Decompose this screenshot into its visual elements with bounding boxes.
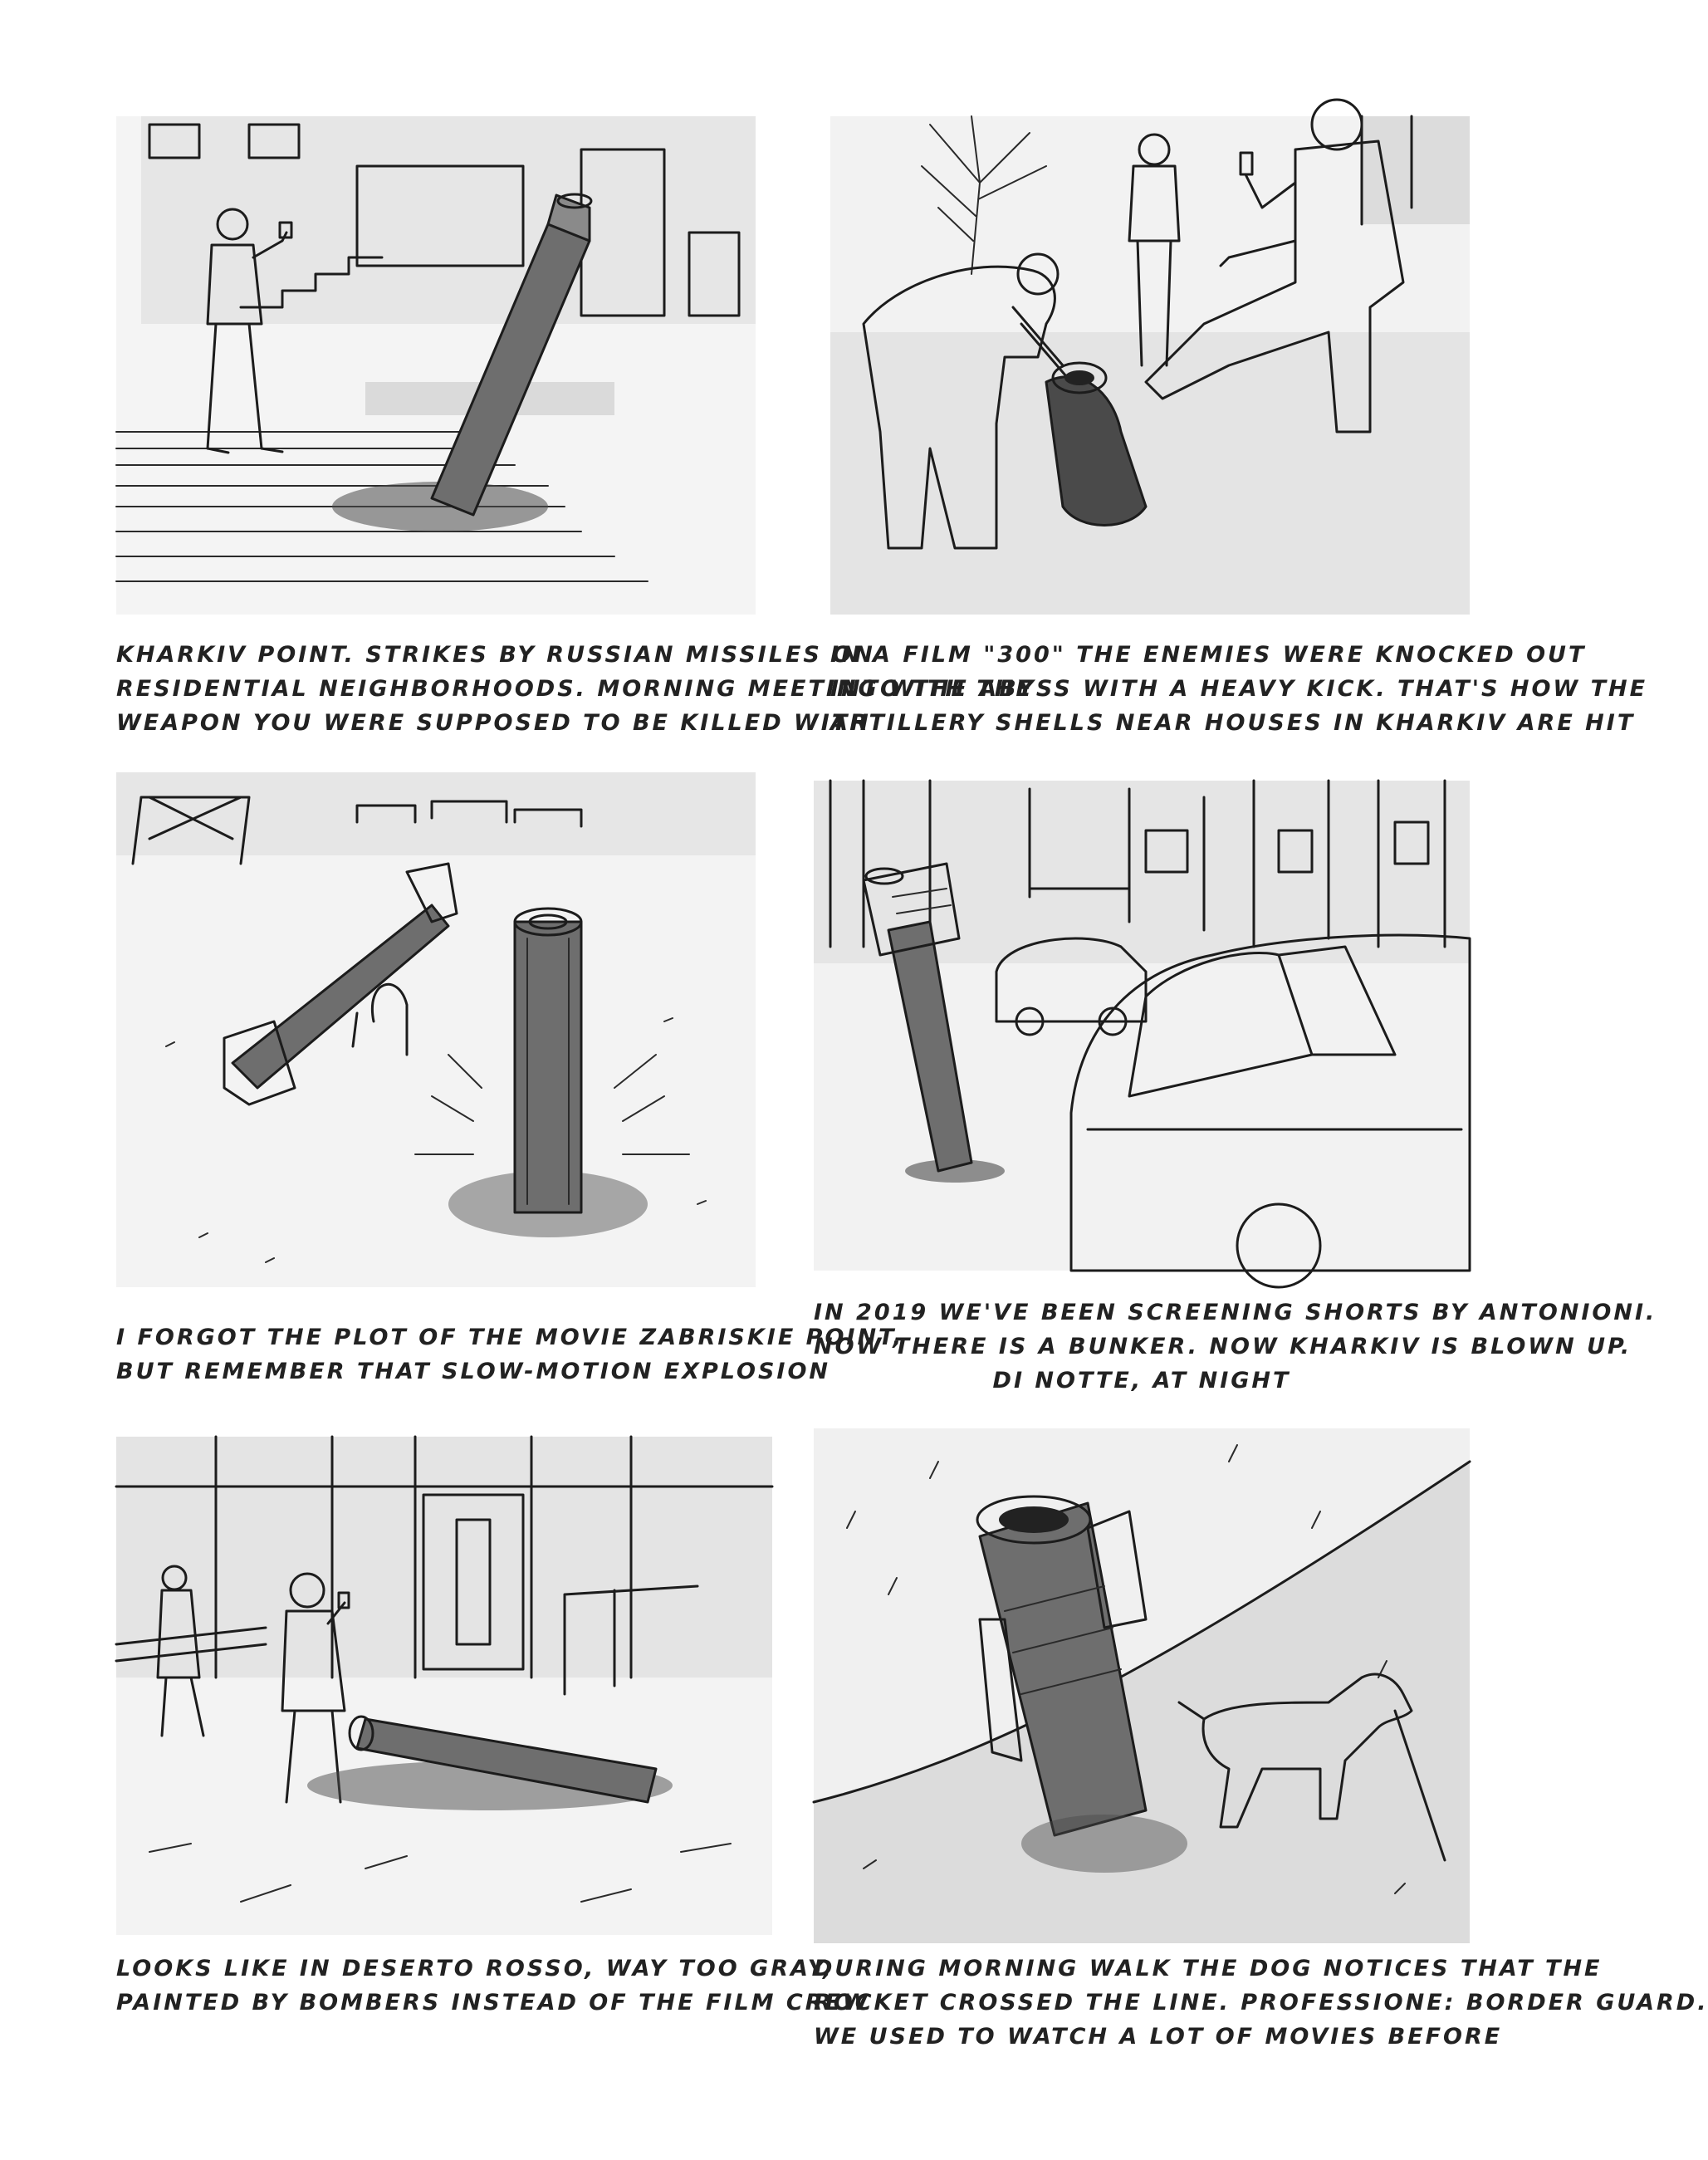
panel-2-caption	[830, 638, 1648, 740]
comic-panel-1	[116, 116, 756, 615]
panel-1-caption	[116, 638, 1034, 740]
panel-5-caption-line-2: PAINTED BY BOMBERS INSTEAD OF THE FILM CREW	[116, 1990, 870, 2016]
comic-panel-2	[830, 116, 1470, 615]
comic-panel-4	[814, 781, 1470, 1271]
comic-panel-5	[116, 1437, 772, 1935]
panel-3-drawing	[116, 772, 756, 1287]
panel-4-caption	[814, 1296, 1657, 1398]
panel-3-caption	[116, 1320, 904, 1389]
panel-3-caption-line-1: I FORGOT THE PLOT OF THE MOVIE ZABRISKIE POINT,	[116, 1325, 904, 1350]
panel-3-caption-line-2: BUT REMEMBER THAT SLOW-MOTION EXPLOSION	[116, 1359, 831, 1384]
panel-1-caption-line-2: RESIDENTIAL NEIGHBORHOODS. MORNING MEETING WITH THE	[116, 676, 1034, 702]
panel-4-caption-line-1: IN 2019 WE'VE BEEN SCREENING SHORTS BY ANTONIONI.	[814, 1300, 1657, 1325]
panel-2-caption-line-2: INTO THE ABYSS WITH A HEAVY KICK. THAT'S HOW THE	[830, 676, 1648, 702]
panel-2-drawing	[830, 116, 1470, 615]
panel-1-drawing	[116, 116, 756, 615]
panel-6-caption-line-1: DURING MORNING WALK THE DOG NOTICES THAT THE	[814, 1956, 1603, 1981]
panel-5-caption-line-1: LOOKS LIKE IN DESERTO ROSSO, WAY TOO GRAY,	[116, 1956, 834, 1981]
panel-5-drawing	[116, 1437, 772, 1935]
panel-4-drawing	[814, 781, 1470, 1271]
panel-4-caption-line-2: NOW THERE IS A BUNKER. NOW KHARKIV IS BLOWN UP.	[814, 1334, 1632, 1359]
comic-panel-3	[116, 772, 756, 1287]
panel-6-caption-line-3: WE USED TO WATCH A LOT OF MOVIES BEFORE	[814, 2024, 1503, 2050]
panel-2-caption-line-1: IN A FILM "300" THE ENEMIES WERE KNOCKED OUT	[830, 642, 1587, 668]
comic-panel-6	[814, 1428, 1470, 1943]
panel-1-caption-line-3: WEAPON YOU WERE SUPPOSED TO BE KILLED WITH	[116, 710, 871, 736]
panel-6-caption-line-2: ROCKET CROSSED THE LINE. PROFESSIONE: BORDER GUARD.	[814, 1990, 1708, 2016]
panel-5-caption	[116, 1952, 870, 2020]
panel-1-caption-line-1: KHARKIV POINT. STRIKES BY RUSSIAN MISSILES ON	[116, 642, 875, 668]
panel-4-caption-line-3: DI NOTTE, AT NIGHT	[992, 1368, 1291, 1393]
panel-6-caption	[814, 1952, 1708, 2054]
panel-2-caption-line-3: ARTILLERY SHELLS NEAR HOUSES IN KHARKIV ARE HIT	[830, 710, 1636, 736]
panel-6-drawing	[814, 1428, 1470, 1943]
